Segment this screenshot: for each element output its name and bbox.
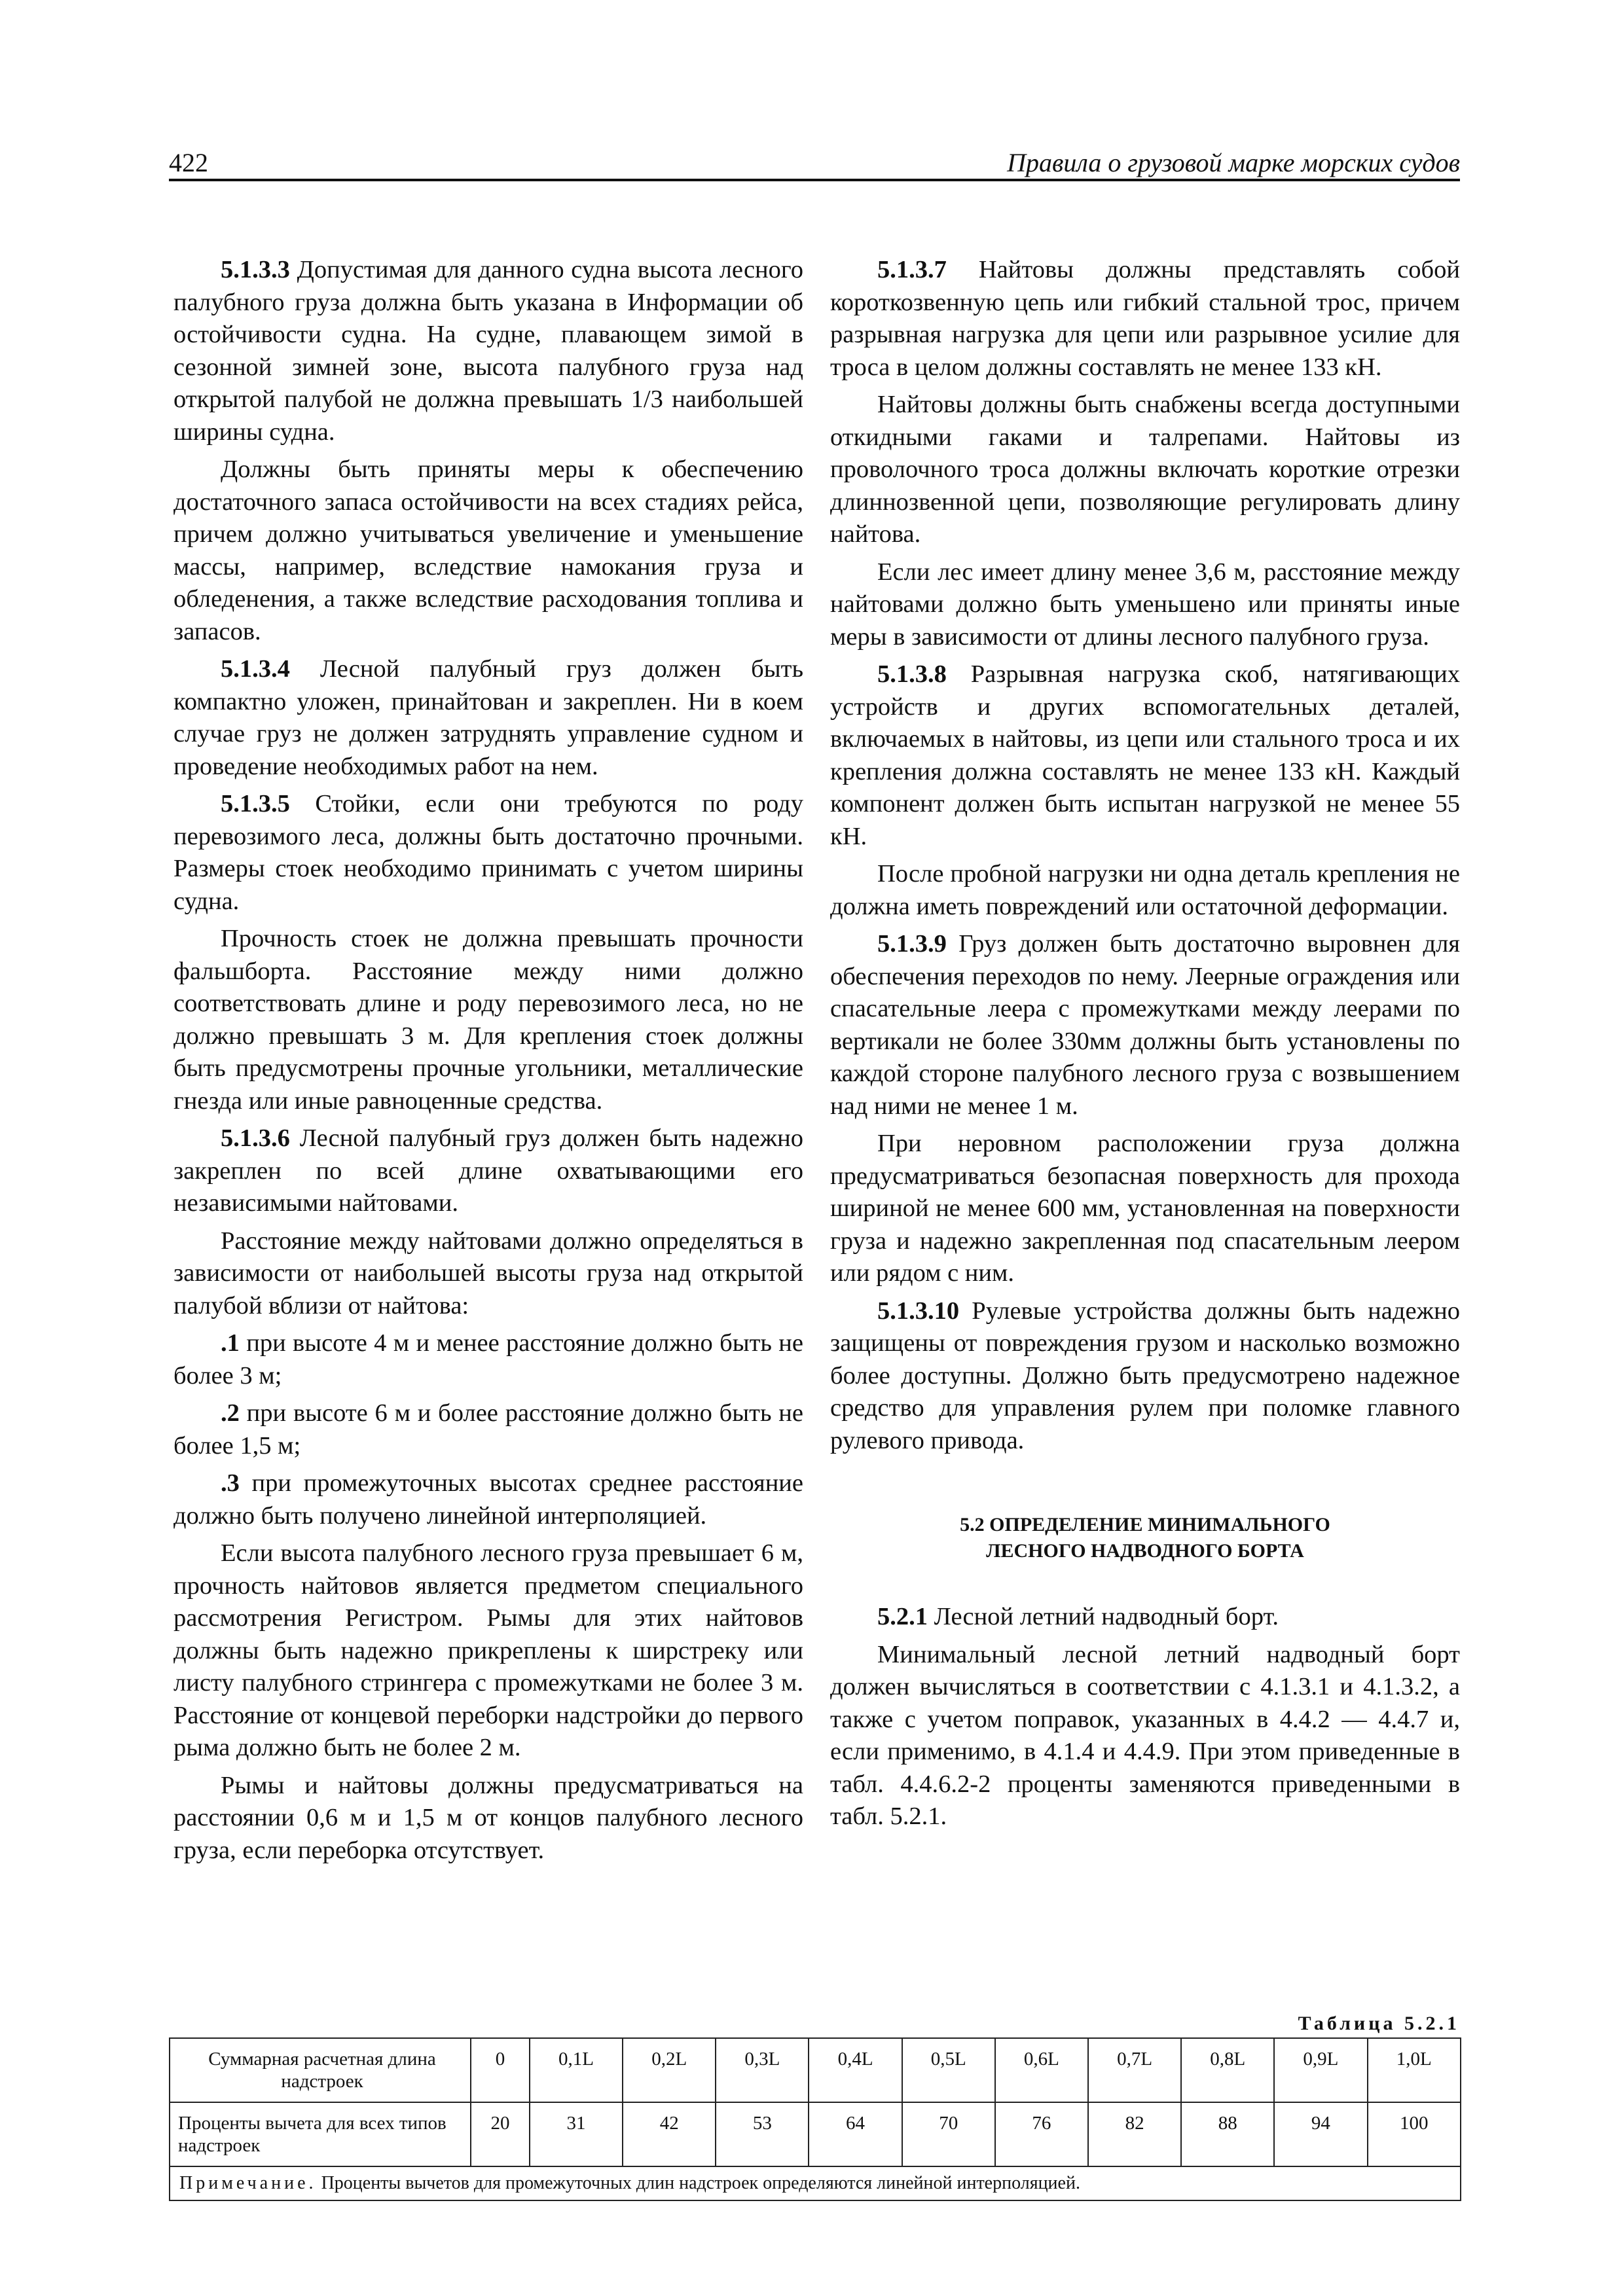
paragraph-text: Лесной палубный груз должен быть надежно закреплен по всей длине охватывающими его независимыми найтовами. xyxy=(173,1124,803,1217)
right-column xyxy=(830,254,1460,1833)
paragraph-text: Найтовы должны быть снабжены всегда доступными откидными гаками и талрепами. Найтовы из проволочного троса должны включать короткие отрезки длиннозвенной цепи, позволяющие регулировать длину найтова. xyxy=(830,391,1460,548)
paragraph xyxy=(173,1770,803,1867)
paragraph xyxy=(830,658,1460,853)
clause-number: 5.1.3.8 xyxy=(877,660,947,688)
paragraph-text: Лесной палубный груз должен быть компактно уложен, принайтован и закреплен. Ни в коем случае груз не должен затруднять управление судном и проведение необходимых работ на нем. xyxy=(173,655,803,780)
paragraph-text: Минимальный лесной летний надводный борт должен вычисляться в соответствии с 4.1.3.1 и 4.1.3.2, а также с учетом поправок, указанных в 4.4.2 — 4.4.7 и, если применимо, в 4.1.4 и 4.4.9. При этом приведенные в табл. 4.4.6.2-2 проценты заменяются приведенными в табл. 5.2.1. xyxy=(830,1640,1460,1830)
paragraph xyxy=(173,454,803,648)
table-cell: 0,4L xyxy=(809,2038,902,2102)
paragraph-text: После пробной нагрузки ни одна деталь крепления не должна иметь повреждений или остаточной деформации. xyxy=(830,860,1460,920)
paragraph xyxy=(173,788,803,918)
paragraph xyxy=(830,254,1460,384)
table-cell: 0,8L xyxy=(1181,2038,1274,2102)
paragraph-text: Груз должен быть достаточно выровнен для обеспечения переходов по нему. Леерные ограждения или спасательные леера с промежутками между леерами по вертикали не более 330мм должны быть установлены по каждой стороне палубного лесного груза с возвышением над ними не менее 1 м. xyxy=(830,930,1460,1120)
item-text: при промежуточных высотах среднее расстояние должно быть получено линейной интерполяцией. xyxy=(173,1469,803,1530)
page-header xyxy=(169,147,1460,179)
paragraph xyxy=(830,1128,1460,1290)
item-number: .1 xyxy=(221,1329,240,1357)
item-text: при высоте 4 м и менее расстояние должно быть не более 3 м; xyxy=(173,1329,803,1390)
paragraph xyxy=(830,556,1460,654)
clause-number: 5.1.3.7 xyxy=(877,256,947,283)
table-cell: 94 xyxy=(1274,2102,1367,2166)
clause-number: 5.1.3.5 xyxy=(221,790,290,817)
table-cell: 0,9L xyxy=(1274,2038,1367,2102)
table-cell: 64 xyxy=(809,2102,902,2166)
list-item xyxy=(173,1467,803,1532)
table-cell: 0,3L xyxy=(716,2038,809,2102)
item-number: .3 xyxy=(221,1469,240,1497)
paragraph-text: Рулевые устройства должны быть надежно защищены от повреждения грузом и насколько возможно более доступны. Должно быть предусмотрено надежное средство для управления рулем при поломке главного рулевого привода. xyxy=(830,1297,1460,1454)
table-cell: 42 xyxy=(623,2102,716,2166)
paragraph-text: Разрывная нагрузка скоб, натягивающих устройств и других вспомогательных деталей, включаемых в найтовы, из цепи или стального троса и их крепления должна составлять не менее 133 кН. Каждый компонент должен быть испытан нагрузкой не менее 55 кН. xyxy=(830,660,1460,850)
paragraph xyxy=(173,923,803,1117)
item-text: при высоте 6 м и более расстояние должно быть не более 1,5 м; xyxy=(173,1399,803,1460)
table-caption: Таблица 5.2.1 xyxy=(1298,2013,1460,2034)
clause-number: 5.1.3.10 xyxy=(877,1297,960,1325)
table-cell: 82 xyxy=(1088,2102,1181,2166)
list-item xyxy=(173,1327,803,1392)
note-text: Проценты вычетов для промежуточных длин надстроек определяются линейной интерполяцией. xyxy=(316,2173,1080,2193)
clause-number: 5.1.3.6 xyxy=(221,1124,290,1152)
paragraph-text: Найтовы должны представлять собой короткозвенную цепь или гибкий стальной трос, причем разрывная нагрузка для цепи или разрывное усилие для троса в целом должны составлять не менее 133 кН. xyxy=(830,256,1460,381)
paragraph xyxy=(830,389,1460,551)
header-rule xyxy=(169,179,1460,181)
table-cell: 0,2L xyxy=(623,2038,716,2102)
paragraph xyxy=(173,1122,803,1220)
paragraph-text: При неровном расположении груза должна предусматриваться безопасная поверхность для прохода шириной не менее 600 мм, установленная на поверхности груза и надежно закрепленная под спасательным леером или рядом с ним. xyxy=(830,1130,1460,1287)
running-title: Правила о грузовой марке морских судов xyxy=(1007,148,1460,177)
paragraph-text: Расстояние между найтовами должно определяться в зависимости от наибольшей высоты груза над открытой палубой вблизи от найтова: xyxy=(173,1227,803,1319)
table-cell: 20 xyxy=(471,2102,530,2166)
deduction-table xyxy=(169,2037,1461,2201)
paragraph xyxy=(830,1601,1460,1634)
table-cell: 0,6L xyxy=(995,2038,1088,2102)
section-heading-line: ЛЕСНОГО НАДВОДНОГО БОРТА xyxy=(986,1540,1304,1562)
paragraph-text: Стойки, если они требуются по роду перевозимого леса, должны быть достаточно прочными. Размеры стоек необходимо принимать с учетом ширины судна. xyxy=(173,790,803,915)
paragraph-text: Должны быть приняты меры к обеспечению достаточного запаса остойчивости на всех стадиях рейса, причем должно учитываться увеличение и уменьшение массы, например, вследствие намокания груза и обледенения, а также вследствие расходования топлива и запасов. xyxy=(173,456,803,645)
table-note-row xyxy=(170,2166,1461,2200)
table-row xyxy=(170,2102,1461,2166)
table-note xyxy=(170,2166,1461,2200)
table-row xyxy=(170,2038,1461,2102)
paragraph xyxy=(173,254,803,448)
page-number: 422 xyxy=(169,148,208,177)
note-label: Примечание. xyxy=(179,2173,317,2193)
paragraph xyxy=(173,1225,803,1323)
table-cell: 1,0L xyxy=(1368,2038,1461,2102)
paragraph-text: Прочность стоек не должна превышать прочности фальшборта. Расстояние между ними должно соответствовать длине и роду перевозимого леса, но не должно превышать 3 м. Для крепления стоек должны быть предусмотрены прочные угольники, металлические гнезда или иные равноценные средства. xyxy=(173,925,803,1115)
table-cell: 53 xyxy=(716,2102,809,2166)
paragraph xyxy=(830,1639,1460,1833)
paragraph-text: Рымы и найтовы должны предусматриваться на расстоянии 0,6 м и 1,5 м от концов палубного лесного груза, если переборка отсутствует. xyxy=(173,1771,803,1864)
clause-number: 5.1.3.3 xyxy=(221,256,290,283)
clause-number: 5.2.1 xyxy=(877,1603,928,1630)
paragraph-text: Если лес имеет длину менее 3,6 м, расстояние между найтовами должно быть уменьшено или приняты иные меры в зависимости от длины лесного палубного груза. xyxy=(830,558,1460,651)
paragraph-text: Если высота палубного лесного груза превышает 6 м, прочность найтовов является предметом специального рассмотрения Регистром. Рымы для этих найтовов должны быть надежно прикреплены к ширстреку или листу палубного стрингера с промежутками не более 3 м. Расстояние от концевой переборки надстройки до первого рыма должно быть не более 2 м. xyxy=(173,1539,803,1761)
clause-number: 5.1.3.4 xyxy=(221,655,290,683)
table-row-label: Проценты вычета для всех типов надстроек xyxy=(170,2102,471,2166)
paragraph xyxy=(830,928,1460,1122)
paragraph xyxy=(173,653,803,783)
table-cell: 100 xyxy=(1368,2102,1461,2166)
paragraph-text: Допустимая для данного судна высота лесного палубного груза должна быть указана в Информации об остойчивости судна. На судне, плавающем зимой в сезонной зимней зоне, высота палубного груза над открытой палубой не должна превышать 1/3 наибольшей ширины судна. xyxy=(173,256,803,446)
clause-number: 5.1.3.9 xyxy=(877,930,947,958)
section-heading-line: 5.2 ОПРЕДЕЛЕНИЕ МИНИМАЛЬНОГО xyxy=(960,1514,1330,1535)
paragraph xyxy=(830,858,1460,923)
paragraph xyxy=(173,1537,803,1765)
table-cell: 0,7L xyxy=(1088,2038,1181,2102)
table-cell: 88 xyxy=(1181,2102,1274,2166)
table-cell: 0,5L xyxy=(902,2038,995,2102)
table-cell: 0 xyxy=(471,2038,530,2102)
table-cell: 76 xyxy=(995,2102,1088,2166)
list-item xyxy=(173,1397,803,1462)
section-heading xyxy=(830,1512,1460,1564)
paragraph xyxy=(830,1295,1460,1458)
table-row-label: Суммарная расчетная длина надстроек xyxy=(170,2038,471,2102)
table-cell: 70 xyxy=(902,2102,995,2166)
table-cell: 0,1L xyxy=(530,2038,623,2102)
paragraph-text: Лесной летний надводный борт. xyxy=(928,1603,1279,1630)
table-cell: 31 xyxy=(530,2102,623,2166)
left-column xyxy=(173,254,803,1867)
item-number: .2 xyxy=(221,1399,240,1427)
